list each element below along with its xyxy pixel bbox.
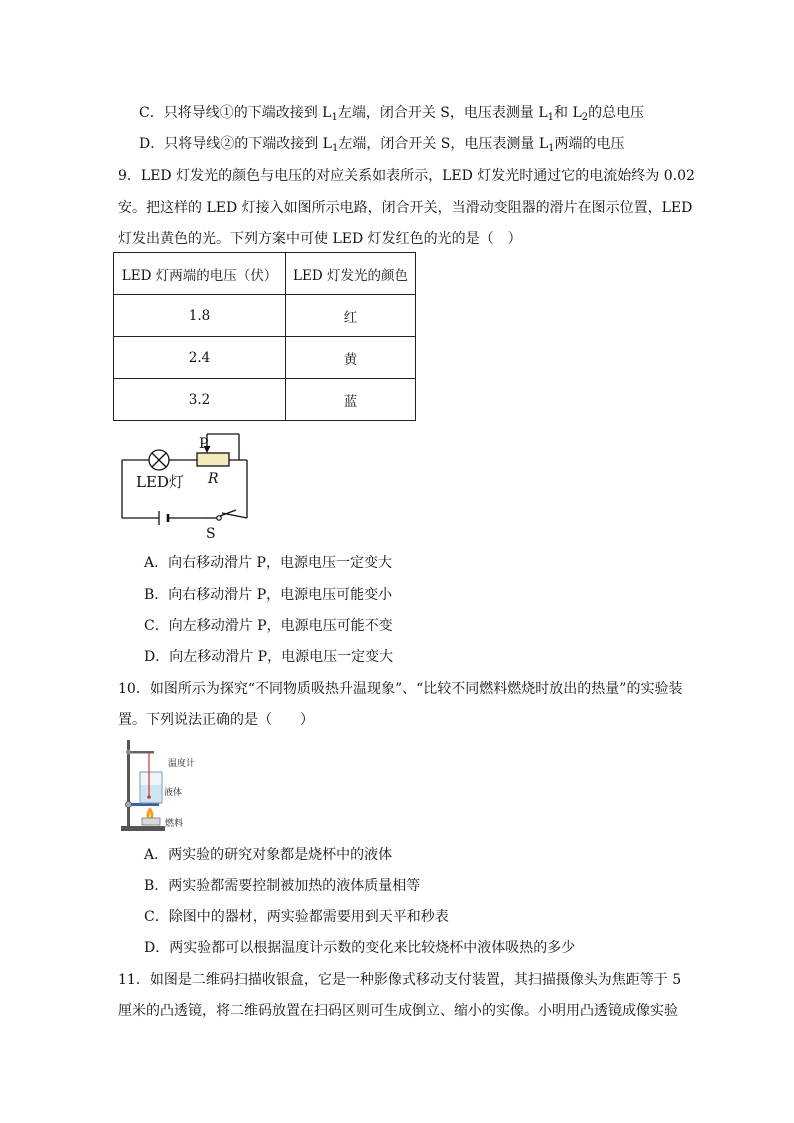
slider-label: P [199,436,209,452]
q8-d-wire-number: ② [220,136,235,152]
resistor-label: R [208,471,219,487]
q9-option-b: B．向右移动滑片 P，电源电压可能变小 [144,587,393,603]
table-row [114,379,416,421]
q9-option-a: A．向右移动滑片 P，电源电压一定变大 [144,555,392,571]
led-lamp-icon [149,450,169,470]
q10-option-b: B．两实验都需要控制被加热的液体质量相等 [144,878,421,894]
table-cell-voltage: 3.2 [114,379,286,421]
q9-stem-line-3: 灯发出黄色的光。下列方案中可使 LED 灯发红色的光的是（ ） [118,231,522,247]
resistor-icon [197,453,229,466]
table-cell-voltage: 2.4 [114,337,286,379]
table-header-color: LED 灯发光的颜色 [286,253,416,295]
q10-option-c: C．除图中的器材，两实验都需要用到天平和秒表 [144,909,449,925]
q10-option-a: A．两实验的研究对象都是烧杯中的液体 [144,847,393,863]
q8-c-sub-1: 1 [331,112,338,123]
led-circuit-diagram [115,430,265,545]
table-cell-color: 蓝 [286,379,416,421]
q8-d-text-2: 的下端改接到 L [234,136,332,152]
q10-stem-line-2: 置。下列说法正确的是（ ） [118,712,314,728]
led-lamp-label: LED灯 [136,473,184,491]
switch-label: S [206,526,216,542]
heating-apparatus-figure [118,736,198,836]
q11-stem-line-1: 11．如图是二维码扫描收银盒，它是一种影像式移动支付装置，其扫描摄像头为焦距等于 5 [118,972,682,988]
q8-c-wire-number: ① [219,105,234,121]
q8-c-text-5: 的总电压 [588,105,645,121]
q8-c-text-3: 左端，闭合开关 S，电压表测量 L [337,105,548,121]
q8-c-sub-3: 2 [581,112,589,123]
q11-stem-line-2: 厘米的凸透镜，将二维码放置在扫码区则可生成倒立、缩小的实像。小明用凸透镜成像实验 [118,1003,678,1019]
table-row [114,295,416,337]
q9-stem-line-1: 9．LED 灯发光的颜色与电压的对应关系如表所示，LED 灯发光时通过它的电流始终为 0.02 [118,168,695,184]
thermometer-label: 温度计 [168,759,196,769]
q8-option-c [139,103,644,123]
table-row [114,337,416,379]
q8-d-sub-1: 1 [331,143,339,154]
q8-d-sub-2: 1 [548,143,555,154]
table-cell-voltage: 1.8 [114,295,286,337]
q8-c-sub-2: 1 [547,112,555,123]
table-header-row [114,253,416,295]
q8-d-text-4: 两端的电压 [554,136,625,152]
led-voltage-color-table [113,252,416,421]
table-cell-color: 红 [286,295,416,337]
q8-d-text-1: D．只将导线 [139,136,221,152]
q9-option-d: D．向左移动滑片 P，电源电压一定变大 [144,649,394,665]
table-header-voltage: LED 灯两端的电压（伏） [114,253,286,295]
q8-d-text-3: 左端，闭合开关 S，电压表测量 L [338,136,549,152]
table-cell-color: 黄 [286,337,416,379]
q8-c-text-1: C．只将导线 [139,105,220,121]
q9-option-c: C．向左移动滑片 P，电源电压可能不变 [144,618,393,634]
q10-stem-line-1: 10．如图所示为探究“不同物质吸热升温现象”、“比较不同燃料燃烧时放出的热量”的实验装 [118,681,683,697]
liquid-label: 液体 [164,788,183,798]
q8-c-text-4: 和 L [554,105,582,121]
fuel-label: 燃料 [165,819,184,829]
q8-c-text-2: 的下端改接到 L [233,105,332,121]
q8-option-d [139,134,625,154]
q9-stem-line-2: 安。把这样的 LED 灯接入如图所示电路，闭合开关，当滑动变阻器的滑片在图示位置，LED [118,200,693,216]
q10-option-d: D．两实验都可以根据温度计示数的变化来比较烧杯中液体吸热的多少 [144,940,576,956]
